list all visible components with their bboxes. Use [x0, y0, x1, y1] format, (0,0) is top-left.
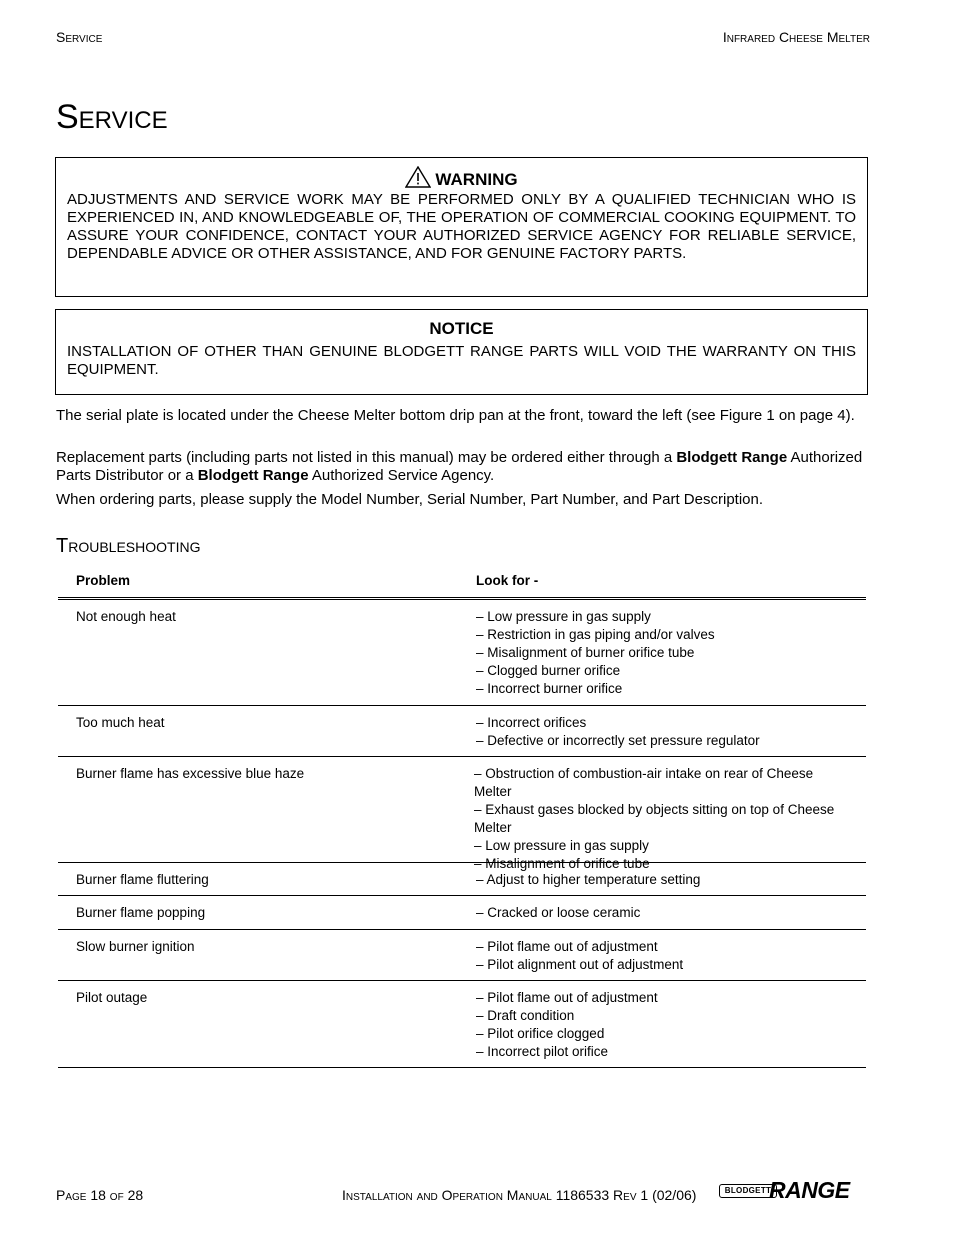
- page-title: Service: [56, 98, 168, 136]
- page-number: Page 18 of 28: [56, 1187, 144, 1203]
- look-for-item: – Pilot flame out of adjustment: [476, 990, 658, 1005]
- table-body: [58, 600, 866, 1068]
- ordering-paragraph: When ordering parts, please supply the Model Number, Serial Number, Part Number, and Part Description.: [56, 491, 764, 508]
- notice-text: INSTALLATION OF OTHER THAN GENUINE BLODGETT RANGE PARTS WILL VOID THE WARRANTY ON THIS EQUIPMENT.: [67, 343, 856, 378]
- look-for-item: – Low pressure in gas supply: [476, 609, 651, 624]
- logo-badge: BLODGETT: [719, 1184, 777, 1198]
- table-row: [58, 706, 866, 757]
- look-for-item: – Draft condition: [476, 1008, 575, 1023]
- look-for-item: – Defective or incorrectly set pressure regulator: [476, 733, 760, 748]
- look-for-item: – Incorrect orifices: [476, 715, 587, 730]
- brand-name: Blodgett Range: [197, 467, 309, 484]
- table-row: [58, 757, 866, 871]
- manual-reference: Installation and Operation Manual 1186533 Rev 1 (02/06): [342, 1187, 697, 1203]
- look-for-item: – Pilot flame out of adjustment: [476, 939, 658, 954]
- problem-cell: Burner flame fluttering: [76, 872, 209, 887]
- replacement-text-2: Authorized Parts Distributor or a: [56, 449, 863, 484]
- look-for-item: – Misalignment of burner orifice tube: [476, 645, 695, 660]
- warning-heading: [67, 166, 856, 188]
- problem-cell: Too much heat: [76, 715, 165, 730]
- logo-wordmark: RANGE: [769, 1177, 850, 1203]
- look-for-cell: [476, 938, 856, 974]
- look-for-item: – Obstruction of combustion-air intake on rear of Cheese Melter: [474, 766, 814, 799]
- look-for-item: – Low pressure in gas supply: [474, 838, 649, 853]
- replacement-text-1: Replacement parts (including parts not listed in this manual) may be ordered either through a: [56, 449, 677, 466]
- look-for-item: – Clogged burner orifice: [476, 663, 621, 678]
- look-for-item: Melter: [474, 820, 512, 835]
- table-row: [58, 600, 866, 706]
- look-for-item: – Cracked or loose ceramic: [476, 905, 641, 920]
- problem-cell: Burner flame popping: [76, 905, 206, 920]
- look-for-item: – Restriction in gas piping and/or valves: [476, 627, 715, 642]
- warning-triangle-icon: [405, 166, 431, 188]
- table-row: [58, 896, 866, 930]
- replacement-parts-paragraph: [56, 449, 868, 485]
- look-for-cell: [474, 765, 854, 873]
- problem-cell: Not enough heat: [76, 609, 176, 624]
- look-for-item: – Pilot alignment out of adjustment: [476, 957, 684, 972]
- section-heading: Troubleshooting: [56, 535, 201, 557]
- table-row: [58, 863, 866, 896]
- notice-box: [55, 309, 868, 395]
- column-header-problem: Problem: [76, 573, 131, 588]
- look-for-cell: [476, 989, 856, 1061]
- look-for-item: – Incorrect burner orifice: [476, 681, 623, 696]
- look-for-cell: [476, 714, 856, 750]
- look-for-item: – Pilot orifice clogged: [476, 1026, 605, 1041]
- look-for-cell: [476, 608, 856, 698]
- warning-heading-label: WARNING: [435, 170, 518, 189]
- problem-cell: Pilot outage: [76, 990, 148, 1005]
- warning-box: [55, 157, 868, 297]
- notice-heading: NOTICE: [429, 319, 494, 338]
- table-header: [58, 568, 866, 600]
- brand-name: Blodgett Range: [676, 449, 788, 466]
- problem-cell: Burner flame has excessive blue haze: [76, 766, 305, 781]
- serial-plate-paragraph: The serial plate is located under the Cheese Melter bottom drip pan at the front, toward the left (see Figure 1 on page 4).: [56, 407, 855, 424]
- look-for-item: – Adjust to higher temperature setting: [476, 872, 701, 887]
- look-for-cell: [476, 904, 856, 922]
- running-header-product: Infrared Cheese Melter: [722, 29, 870, 45]
- problem-cell: Slow burner ignition: [76, 939, 195, 954]
- table-row: [58, 981, 866, 1068]
- column-header-look-for: Look for -: [476, 573, 539, 588]
- troubleshooting-table: [58, 568, 866, 1068]
- look-for-item: – Misalignment of orifice tube: [474, 856, 650, 871]
- look-for-item: – Exhaust gases blocked by objects sitting on top of Cheese: [474, 802, 835, 817]
- table-row: [58, 930, 866, 981]
- replacement-text-3: Authorized Service Agency.: [308, 467, 495, 484]
- warning-text: ADJUSTMENTS AND SERVICE WORK MAY BE PERFORMED ONLY BY A QUALIFIED TECHNICIAN WHO IS EXPERIENCED IN, AND KNOWLEDGEABLE OF, THE OPERATION OF COMMERCIAL COOKING EQUIPMENT. TO ASSURE YOUR CONFIDENCE, CONTACT YOUR AUTHORIZED SERVICE AGENCY FOR RELIABLE SERVICE, DEPENDABLE ADVICE OR OTHER ASSISTANCE, AND FOR GENUINE FACTORY PARTS.: [67, 191, 856, 262]
- running-header-section: Service: [56, 29, 103, 45]
- look-for-cell: [476, 871, 856, 889]
- look-for-item: – Incorrect pilot orifice: [476, 1044, 609, 1059]
